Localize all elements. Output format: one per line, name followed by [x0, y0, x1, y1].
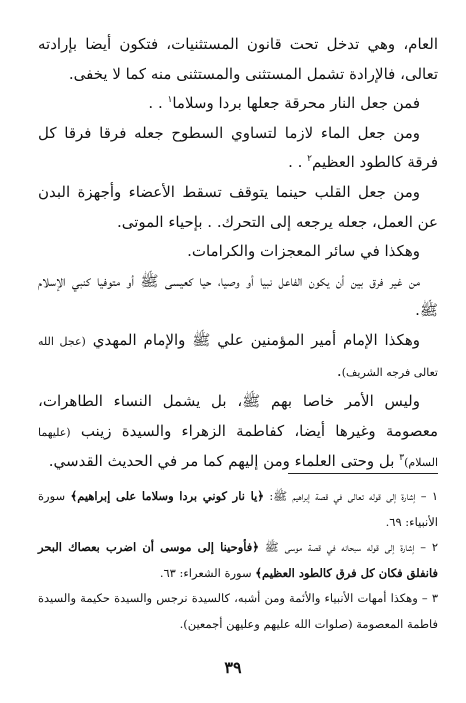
paragraph-2-text: فمن جعل النار محرقة جعلها بردا وسلاما	[172, 94, 420, 113]
paragraph-8	[38, 387, 438, 478]
footnote-2-quote: ﴿فأوحينا إلى موسى أن اضرب بعصاك البحر فانفلق فكان كل فرق كالطود العظيم﴾	[38, 540, 438, 580]
footnote-marker-2[interactable]: ٢	[307, 154, 312, 165]
paragraph-7-honorific: (عجل الله تعالى فرجه الشريف)	[38, 334, 438, 379]
footnote-divider	[288, 473, 438, 474]
footnote-1-source: سورة الأنبياء: ٦٩.	[38, 489, 438, 529]
paragraph-8-honorific: (عليهما السلام)	[38, 425, 438, 470]
paragraph-7-end: .	[336, 361, 342, 380]
paragraph-3-ellipsis: . .	[288, 153, 303, 172]
main-text	[38, 30, 438, 478]
paragraph-6-text: من غير فرق بين أن يكون الفاعل نبيا أو وصيا، حيا كعيسى ﷺ أو متوفيا كنبي الإسلام ﷺ.	[38, 271, 438, 320]
footnote-3	[38, 586, 438, 637]
footnote-2-source: سورة الشعراء: ٦٣.	[159, 565, 252, 580]
paragraph-2-ellipsis: . .	[148, 94, 163, 113]
footnote-2	[38, 535, 438, 586]
paragraph-8-end: بل وحتى العلماء ومن إليهم كما مر في الحديث القدسي.	[48, 452, 395, 471]
footnote-1-quote: ﴿يا نار كوني بردا وسلاما على إبراهيم﴾	[70, 489, 265, 503]
footnote-1-intro: ١ – إشارة إلى قوله تعالى في قصة إبراهيم ﷺ:	[269, 489, 438, 503]
footnote-3-text: ٣ – وهكذا أمهات الأنبياء والأئمة ومن أشبه، كالسيدة نرجس والسيدة حكيمة والسيدة فاطمة المعصومة (صلوات الله عليهم وعليهن أجمعين).	[38, 591, 438, 631]
paragraph-4	[38, 178, 438, 237]
paragraph-5	[38, 237, 438, 267]
paragraph-5-text: وهكذا في سائر المعجزات والكرامات.	[187, 242, 420, 261]
paragraph-1	[38, 30, 438, 89]
footnote-marker-1[interactable]: ١	[167, 95, 173, 106]
paragraph-3-text: ومن جعل الماء لازما لتساوي السطوح جعله فرقا فرقا كل فرقة كالطود العظيم	[38, 123, 438, 172]
footnotes	[38, 484, 438, 637]
page-number: ٣٩	[224, 658, 242, 677]
paragraph-1-text: العام، وهي تدخل تحت قانون المستثنيات، فتكون أيضا بإرادته تعالى، فالإرادة تشمل المستثنى والمستثنى منه كما لا يخفى.	[38, 35, 438, 83]
paragraph-4-text: ومن جعل القلب حينما يتوقف تسقط الأعضاء وأجهزة البدن عن العمل، جعله يرجعه إلى التحرك. . بإحياء الموتى.	[38, 182, 438, 231]
paragraph-7-text: وهكذا الإمام أمير المؤمنين علي ﷺ والإمام المهدي	[92, 330, 420, 349]
paragraph-8-text: وليس الأمر خاصا بهم ﷺ، بل يشمل النساء الطاهرات، معصومة وغيرها أيضا، كفاطمة الزهراء والسيدة زينب	[38, 392, 438, 440]
paragraph-3	[38, 119, 438, 178]
footnote-1	[38, 484, 438, 535]
footnote-marker-3[interactable]: ٣	[399, 453, 405, 464]
paragraph-7	[38, 326, 438, 387]
paragraph-6	[38, 267, 438, 326]
paragraph-2	[38, 89, 438, 119]
footnote-2-intro: ٢ – إشارة إلى قوله سبحانه في قصة موسى ﷺ	[264, 540, 439, 554]
